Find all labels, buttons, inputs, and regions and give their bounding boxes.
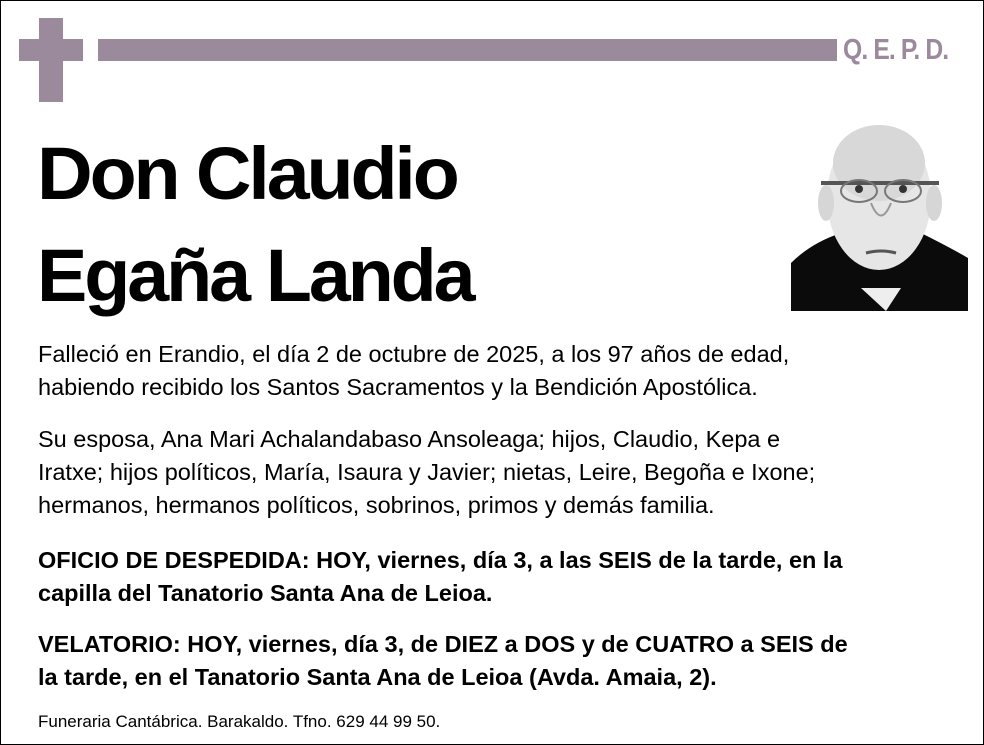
funeral-service-info [38,544,843,610]
death-announcement [38,338,789,404]
text-line: OFICIO DE DESPEDIDA: HOY, viernes, día 3, a las SEIS de la tarde, en la [38,547,843,573]
text-line: capilla del Tanatorio Santa Ana de Leioa. [38,580,493,606]
text-line: Su esposa, Ana Mari Achalandabaso Ansoleaga; hijos, Claudio, Kepa e [38,426,781,452]
text-line: VELATORIO: HOY, viernes, día 3, de DIEZ a DOS y de CUATRO a SEIS de [38,631,848,657]
text-line: habiendo recibido los Santos Sacramentos y la Bendición Apostólica. [38,374,758,400]
qepd-label: Q. E. P. D. [843,34,949,66]
cross-icon-arm [19,39,83,61]
wake-info [38,628,848,694]
family-list [38,423,815,522]
text-line: Falleció en Erandio, el día 2 de octubre de 2025, a los 97 años de edad, [38,341,790,367]
deceased-name-line2: Egaña Landa [37,234,473,317]
deceased-name-line1: Don Claudio [37,132,457,215]
text-line: Iratxe; hijos políticos, María, Isaura y Javier; nietas, Leire, Begoña e Ixone; [38,459,816,485]
header-rule [98,39,837,61]
funeral-home-footer: Funeraria Cantábrica. Barakaldo. Tfno. 629 44 99 50. [38,712,441,731]
text-line: hermanos, hermanos políticos, sobrinos, primos y demás familia. [38,492,715,518]
text-line: la tarde, en el Tanatorio Santa Ana de Leioa (Avda. Amaia, 2). [38,664,717,690]
portrait-photo [791,113,968,311]
